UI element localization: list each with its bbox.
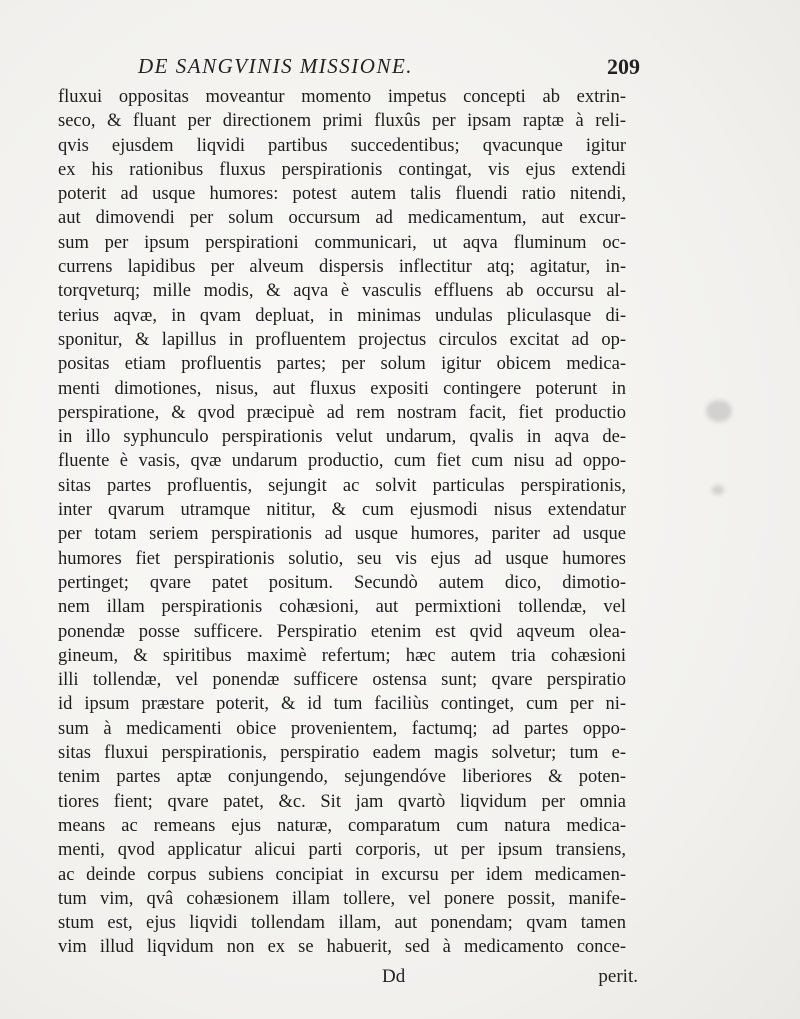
text-line: illi tollendæ, vel ponendæ sufficere ostensa sunt; qvare perspiratio [58,670,626,691]
text-line: tum vim, qvâ cohæsionem illam tollere, vel ponere possit, manife- [58,888,626,909]
text-line: vim illud liqvidum non ex se habuerit, sed à medicamento conce- [58,937,626,958]
running-title: DE SANGVINIS MISSIONE. [138,54,414,78]
text-line: terius aqvæ, in qvam depluat, in minimas undulas pliculasque di- [58,305,626,326]
text-line: menti, qvod applicatur alicui parti corporis, ut per ipsum transiens, [58,840,626,861]
text-line: currens lapidibus per alveum dispersis inflectitur atq; agitatur, in- [58,257,626,278]
text-line: ex his rationibus fluxus perspirationis contingat, vis ejus extendi [58,159,626,180]
page-number: 209 [607,54,640,79]
text-line: id ipsum præstare poterit, & id tum faciliùs continget, cum per ni- [58,694,626,715]
text-line: ponendæ posse sufficere. Perspiratio etenim est qvid aqveum olea- [58,621,626,642]
body-text [58,85,626,960]
text-line: menti dimotiones, nisus, aut fluxus expositi contingere poterunt in [58,378,626,399]
text-line: ac deinde corpus subiens concipiat in excursu per idem medicamen- [58,864,626,885]
page-footer [58,966,638,994]
text-line: aut dimovendi per solum occursum ad medicamentum, aut excur- [58,208,626,229]
text-line: per totam seriem perspirationis ad usque humores, pariter ad usque [58,524,626,545]
text-line: means ac remeans ejus naturæ, comparatum cum natura medica- [58,815,626,836]
text-line: seco, & fluant per directionem primi fluxûs per ipsam raptæ à reli- [58,111,626,132]
text-line: positas etiam profluentis partes; per solum igitur obicem medica- [58,354,626,375]
paper-stain [712,485,724,495]
text-line: qvis ejusdem liqvidi partibus succedentibus; qvacunque igitur [58,135,626,156]
text-line: inter qvarum utramque nititur, & cum ejusmodi nisus extendatur [58,500,626,521]
text-line: nem illam perspirationis cohæsioni, aut permixtioni tollendæ, vel [58,597,626,618]
page-header [60,54,640,84]
catchword: perit. [598,966,638,987]
text-line: perspiratione, & qvod præcipuè ad rem nostram facit, fiet productio [58,402,626,423]
signature-mark: Dd [382,966,406,987]
text-line: sitas fluxui perspirationis, perspiratio eadem magis solvetur; tum e- [58,743,626,764]
text-line: pertinget; qvare patet positum. Secundò autem dico, dimotio- [58,572,626,593]
text-line: fluxui oppositas moveantur momento impetus concepti ab extrin- [58,87,626,107]
text-line: in illo syphunculo perspirationis velut undarum, qvalis in aqva de- [58,427,626,448]
text-line: tenim partes aptæ conjungendo, sejungendóve liberiores & poten- [58,767,626,788]
text-line: sitas partes profluentis, sejungit ac solvit particulas perspirationis, [58,475,626,496]
text-line: poterit ad usque humores: potest autem talis fluendi ratio nitendi, [58,184,626,205]
text-line: fluente è vasis, qvæ undarum productio, cum fiet cum nisu ad oppo- [58,451,626,472]
text-line: tiores fient; qvare patet, &c. Sit jam qvartò liqvidum per omnia [58,791,626,812]
text-line: humores fiet perspirationis solutio, seu vis ejus ad usque humores [58,548,626,569]
paper-stain [706,400,732,422]
text-line: sponitur, & lapillus in profluentem projectus circulos excitat ad op- [58,329,626,350]
text-line: gineum, & spiritibus maximè refertum; hæc autem tria cohæsioni [58,645,626,666]
text-line: torqveturq; mille modis, & aqva è vasculis effluens ab occursu al- [58,281,626,302]
text-line: sum à medicamenti obice provenientem, factumq; ad partes oppo- [58,718,626,739]
text-line: stum est, ejus liqvidi tollendam illam, aut ponendam; qvam tamen [58,913,626,934]
text-line: sum per ipsum perspirationi communicari, ut aqva fluminum oc- [58,232,626,253]
